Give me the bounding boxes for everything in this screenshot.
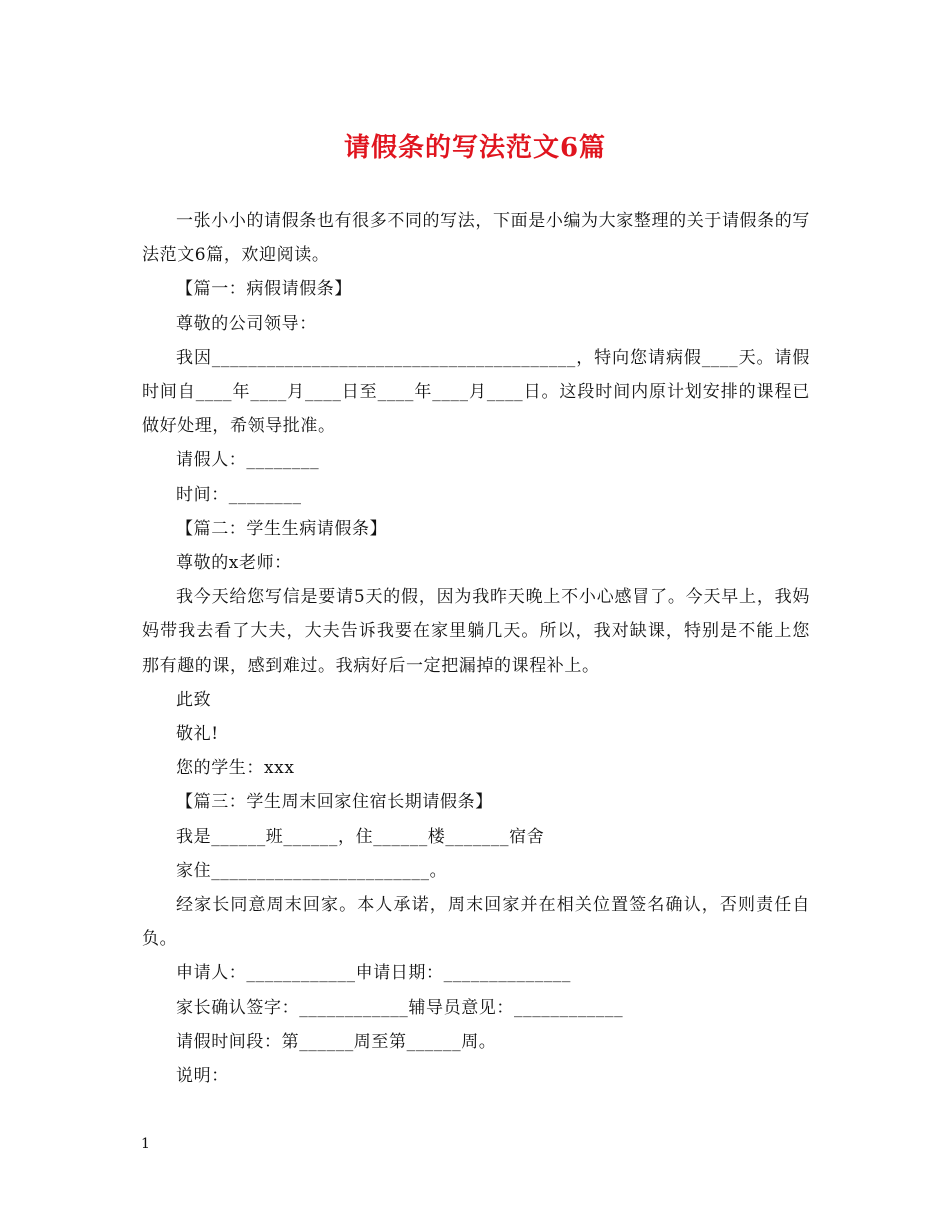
form-line: 请假时间段：第______周至第______周。 <box>176 1031 497 1052</box>
page-number: 1 <box>141 1136 150 1152</box>
intro-paragraph: 一张小小的请假条也有很多不同的写法，下面是小编为大家整理的关于请假条的写法范文6篇，欢迎阅读。 <box>142 211 810 266</box>
closing-line: 此致 <box>176 689 212 710</box>
applicant-line: 请假人：________ <box>176 450 320 471</box>
section-two-heading: 【篇二：学生生病请假条】 <box>176 518 388 539</box>
signature-line: 您的学生：xxx <box>176 758 295 779</box>
document-title: 请假条的写法范文6篇 <box>343 133 607 163</box>
salutation-line: 尊敬的x老师： <box>176 553 292 574</box>
form-line: 我是______班______，住______楼_______宿舍 <box>176 826 545 847</box>
closing-line: 敬礼! <box>176 724 219 745</box>
form-line: 家长确认签字：____________辅导员意见：____________ <box>176 997 624 1018</box>
form-line: 家住________________________。 <box>176 860 448 881</box>
body-paragraph: 我今天给您写信是要请5天的假，因为我昨天晚上不小心感冒了。今天早上，我妈妈带我去看了大夫，大夫告诉我要在家里躺几天。所以，我对缺课，特别是不能上您那有趣的课，感到难过。我病好后一定把漏掉的课程补上。 <box>142 587 810 676</box>
section-three-heading: 【篇三：学生周末回家住宿长期请假条】 <box>176 792 493 813</box>
section-one-heading: 【篇一：病假请假条】 <box>176 279 352 300</box>
form-line: 说明： <box>176 1066 229 1087</box>
body-paragraph: 我因________________________________________，特向您请病假____天。请假时间自____年____月____日至____年____月____日。这段时间内原计划安排的课程已做好处理，希领导批准。 <box>142 347 810 437</box>
body-paragraph: 经家长同意周末回家。本人承诺，周末回家并在相关位置签名确认，否则责任自负。 <box>142 895 810 950</box>
document-body <box>142 204 810 1093</box>
form-line: 申请人：____________申请日期：______________ <box>176 963 571 984</box>
date-line: 时间：________ <box>176 484 302 505</box>
salutation-line: 尊敬的公司领导： <box>176 313 317 334</box>
